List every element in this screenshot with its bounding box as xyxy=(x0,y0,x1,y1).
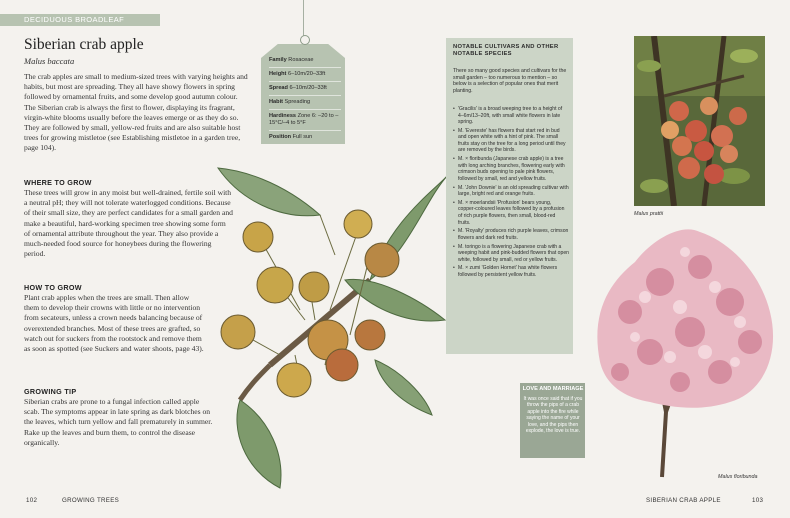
tag-row-spread: Spread 6–10m/20–33ft xyxy=(269,82,341,96)
malus-floribunda-illustration xyxy=(580,222,780,484)
list-item: • M. × zumi 'Golden Hornet' has white flowers followed by persistent yellow fruits. xyxy=(453,265,569,278)
list-item: • M. × moerlandsii 'Profusion' bears young, copper-coloured leaves followed by a profusion of rich purple flowers, then small, blood-red fruits. xyxy=(453,200,569,226)
tree-caption: Malus floribunda xyxy=(718,474,758,480)
leaf-bottom xyxy=(237,400,281,488)
malus-prattii-photo xyxy=(634,36,765,206)
latin-name: Malus baccata xyxy=(24,56,75,66)
tag-row-position: Position Full sun xyxy=(269,134,313,140)
list-item: • 'Gracilis' is a broad weeping tree to a height of 4–6m/13–20ft, with small white flowers in late spring. xyxy=(453,106,569,126)
leaf-lower-right xyxy=(375,360,432,415)
page-number-left: 102 xyxy=(26,497,38,504)
crab-apple-illustration xyxy=(210,160,455,490)
page-title: Siberian crab apple xyxy=(24,36,144,53)
tag-row-habit: Habit Spreading xyxy=(269,96,341,110)
cultivars-heading: NOTABLE CULTIVARS AND OTHER NOTABLE SPECIES xyxy=(453,44,559,58)
tag-row-hardiness: Hardiness Zone 6: –20 to –15°C/–4 to 5°F xyxy=(269,110,341,131)
tag-row-height: Height 6–10m/20–33ft xyxy=(269,68,341,82)
how-paragraph: Plant crab apples when the trees are small. Then allow them to develop their crowns with little or no intervention from secateurs, unless a crown needs balancing because of overextended branches. Most of these trees are grafted, so watch out for suckers from the rootstock and remove them as soon as spotted (see Suckers and water shoots, page 43). xyxy=(24,293,204,354)
cultivars-list xyxy=(453,106,569,281)
photo-caption: Malus prattii xyxy=(634,211,664,217)
intro-paragraph: The crab apples are small to medium-sized trees with varying heights and habits, but most are spreading. They all have showy flowers in spring followed by ornamental fruits, and some develop good autumn colour. The Siberian crab is always the first to flower, displaying its fragrant, virgin-white blooms usually before the leaves emerge or as they do so. They are followed by small, yellow-red fruits and are also suitable host trees for growing mistletoe (see Establishing mistletoe in a garden tree, page 104). xyxy=(24,72,248,153)
list-item: • M. 'Royalty' produces rich purple leaves, crimson flowers and dark red fruits. xyxy=(453,228,569,241)
tag-string xyxy=(303,0,304,36)
section-banner: DECIDUOUS BROADLEAF xyxy=(0,14,160,26)
fact-tag-content xyxy=(269,54,341,144)
tag-row-family: Family Rosaceae xyxy=(269,54,341,68)
tag-hole xyxy=(300,35,310,45)
running-title-left: GROWING TREES xyxy=(62,497,120,504)
where-heading: WHERE TO GROW xyxy=(24,178,92,187)
list-item: • M. × floribunda (Japanese crab apple) is a tree with long arching branches, flowering early with crimson buds opening to pale pink flowers, followed by small, red and yellow fruits. xyxy=(453,156,569,182)
list-item: • M. toringo is a flowering Japanese crab with a weeping habit and pink-budded flowers that open white, followed by small, red or yellow fruits. xyxy=(453,244,569,264)
cultivars-intro: There so many good species and cultivars for the small garden – too numerous to mention – so below is a selection of popular ones that merit planting. xyxy=(453,68,567,95)
where-paragraph: These trees will grow in any moist but well-drained, fertile soil with a neutral pH; they will not tolerate waterlogged conditions. Because of their small size, they are perfect candidates for a small garden and make a beautiful, hard-working specimen tree showing some form of ornamental attribute throughout the year. They also provide a much-needed food source for honeybees during the flowering period. xyxy=(24,188,233,259)
love-text: It was once said that if you throw the pips of a crab apple into the fire while saying the name of your love, and the pips then explode, the love is true. xyxy=(523,396,583,435)
list-item: • M. 'Evereste' has flowers that start red in bud and open white with a hint of pink. The small fruits stay on the tree for a long period until they are removed by the birds. xyxy=(453,128,569,154)
how-heading: HOW TO GROW xyxy=(24,283,82,292)
tip-heading: GROWING TIP xyxy=(24,387,77,396)
leaf-top-left xyxy=(218,168,320,216)
love-heading: LOVE AND MARRIAGE xyxy=(522,386,584,392)
page-number-right: 103 xyxy=(752,497,764,504)
tip-paragraph: Siberian crabs are prone to a fungal infection called apple scab. The symptoms appear in late spring as dark blotches on the leaves, which turn yellow and fall prematurely in summer. Rake up the leaves and burn them, to control the disease organically. xyxy=(24,397,213,447)
list-item: • M. 'John Downie' is an old spreading cultivar with large, bright red and orange fruits. xyxy=(453,185,569,198)
leaf-right xyxy=(345,279,445,321)
running-title-right: SIBERIAN CRAB APPLE xyxy=(646,497,721,504)
